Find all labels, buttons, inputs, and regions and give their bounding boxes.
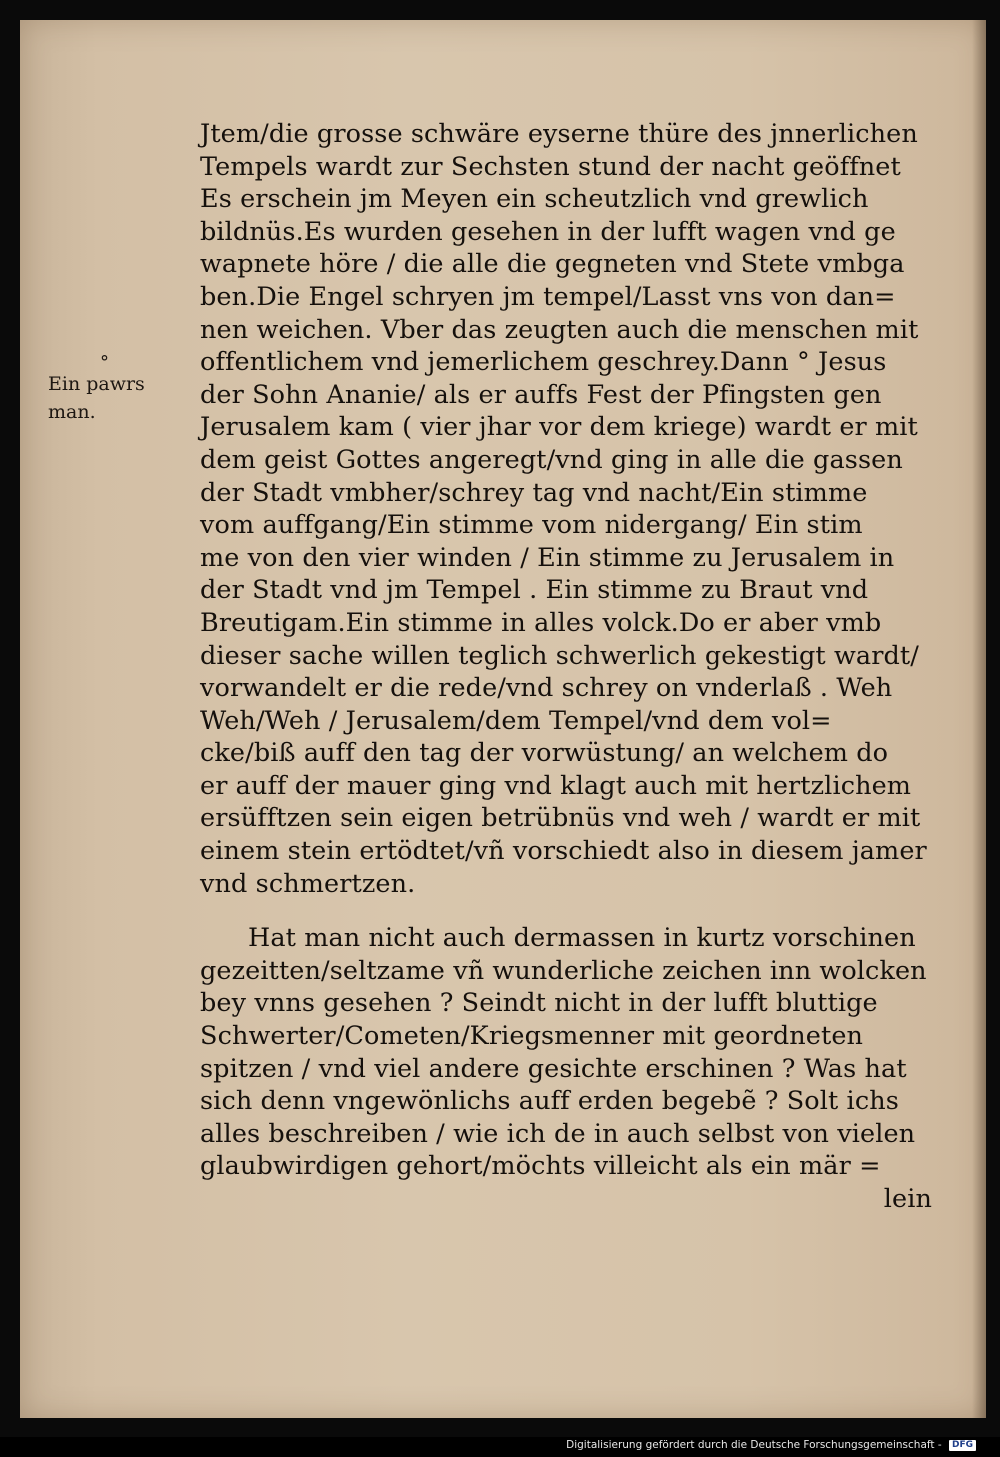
text-line: bey vnns gesehen ? Seindt nicht in der lufft bluttige xyxy=(200,988,878,1019)
text-line: Breutigam.Ein stimme in alles volck.Do er aber vmb xyxy=(200,607,882,638)
text-line: er auff der mauer ging vnd klagt auch mit hertzlichem xyxy=(200,770,912,801)
paragraph-1 xyxy=(200,118,940,900)
text-line: bildnüs.Es wurden gesehen in der lufft wagen vnd ge xyxy=(200,216,896,247)
text-line: cke/biß auff den tag der vorwüstung/ an welchem do xyxy=(200,738,889,769)
page-edge-shadow xyxy=(972,20,986,1418)
margin-note-mark: ° xyxy=(100,352,109,373)
text-line: Hat man nicht auch dermassen in kurtz vorschinen xyxy=(248,923,916,954)
text-line: nen weichen. Vber das zeugten auch die menschen mit xyxy=(200,314,919,345)
text-line: Jtem/die grosse schwäre eyserne thüre des jnnerlichen xyxy=(200,119,918,149)
dfg-logo: DFG xyxy=(949,1440,976,1451)
margin-note-line: Ein pawrs xyxy=(48,373,145,395)
text-line: vnd schmertzen. xyxy=(200,868,416,899)
text-line: Tempels wardt zur Sechsten stund der nacht geöffnet xyxy=(200,151,901,182)
text-line: vorwandelt er die rede/vnd schrey on vnderlaß . Weh xyxy=(200,673,893,704)
text-line: Weh/Weh / Jerusalem/dem Tempel/vnd dem vol= xyxy=(200,705,832,736)
paragraph-2 xyxy=(200,922,940,1215)
text-line: Schwerter/Cometen/Kriegsmenner mit geordneten xyxy=(200,1021,864,1052)
margin-note-line: man. xyxy=(48,401,96,423)
text-line: Jerusalem kam ( vier jhar vor dem kriege) wardt er mit xyxy=(200,412,918,443)
text-line: alles beschreiben / wie ich de in auch selbst von vielen xyxy=(200,1118,916,1149)
text-line: vom auffgang/Ein stimme vom nidergang/ Ein stim xyxy=(200,510,863,541)
catchword: lein xyxy=(883,1184,932,1214)
text-line: der Stadt vnd jm Tempel . Ein stimme zu Braut vnd xyxy=(200,575,869,606)
text-line: sich denn vngewönlichs auff erden begebẽ ? Solt ichs xyxy=(200,1086,899,1117)
footer-text: Digitalisierung gefördert durch die Deutsche Forschungsgemeinschaft - xyxy=(566,1439,942,1451)
text-line: glaubwirdigen gehort/möchts villeicht als ein mär = xyxy=(200,1151,881,1182)
margin-note xyxy=(48,352,188,426)
text-line: gezeitten/seltzame vñ wunderliche zeichen inn wolcken xyxy=(200,955,927,986)
text-line: einem stein ertödtet/vñ vorschiedt also in diesem jamer xyxy=(200,836,927,867)
text-line: dem geist Gottes angeregt/vnd ging in alle die gassen xyxy=(200,444,903,475)
digitization-footer xyxy=(566,1437,976,1453)
text-line: spitzen / vnd viel andere gesichte erschinen ? Was hat xyxy=(200,1053,907,1084)
text-line: ersüfftzen sein eigen betrübnüs vnd weh / wardt er mit xyxy=(200,803,921,834)
text-line: ben.Die Engel schryen jm tempel/Lasst vns von dan= xyxy=(200,281,896,312)
main-text xyxy=(200,118,940,1216)
text-line: wapnete höre / die alle die gegneten vnd Stete vmbga xyxy=(200,249,905,280)
text-line: der Stadt vmbher/schrey tag vnd nacht/Ein stimme xyxy=(200,477,868,508)
text-line: Es erschein jm Meyen ein scheutzlich vnd grewlich xyxy=(200,184,869,215)
text-line: dieser sache willen teglich schwerlich gekestigt wardt/ xyxy=(200,640,919,671)
text-line: offentlichem vnd jemerlichem geschrey.Dann ° Jesus xyxy=(200,347,887,378)
text-line: me von den vier winden / Ein stimme zu Jerusalem in xyxy=(200,542,895,573)
text-line: der Sohn Ananie/ als er auffs Fest der Pfingsten gen xyxy=(200,379,882,410)
